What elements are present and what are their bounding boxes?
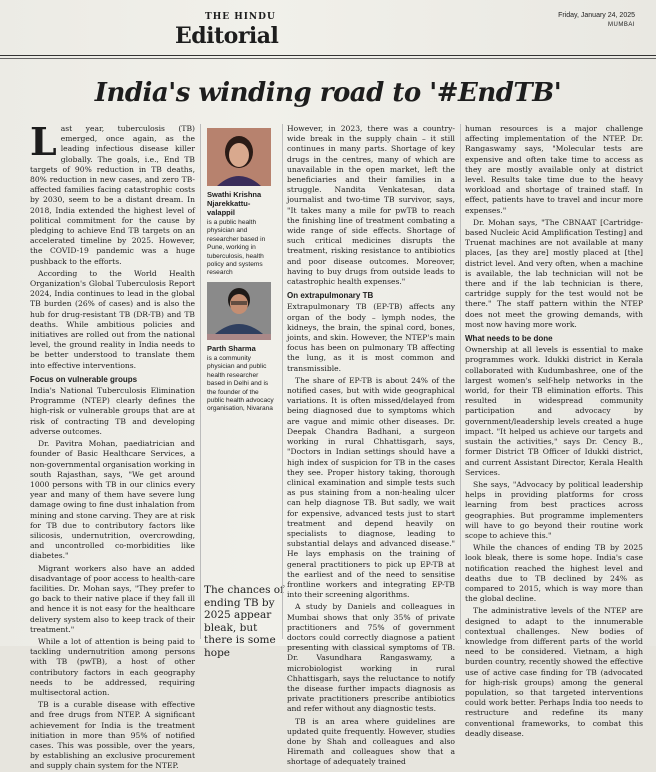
subheading: On extrapulmonary TB	[287, 291, 374, 301]
subheading: What needs to be done	[465, 334, 553, 344]
author-name: Swathi Krishna Njarekkattu-valappil	[207, 190, 262, 217]
author-photo	[207, 282, 271, 340]
author-portrait-icon	[207, 128, 271, 186]
author-portrait-icon	[207, 282, 271, 334]
paragraph: A study by Daniels and colleagues in Mumbai shows that only 35% of private practitioners and 75% of government doctors could correctly diagnose a patient presenting with classical symptoms of TB. Dr. Vasundhara Rangaswamy, a microbiologist working in rural Chhattisgarh, says the reluctance to notify the disease further impacts diagnosis as private practitioners prescribe antibiotics and refer without any diagnostic tests.	[287, 602, 455, 714]
author-photo	[207, 128, 271, 186]
paragraph: However, in 2023, there was a country-wide break in the supply chain – it still continues in many parts. Shortage of key drugs in the centres, many of which are unavailable in the open market, left the beneficiaries and their families in a struggle. Nandita Venkatesan, data journalist and two-time TB survivor, says, "It takes many a mile for pwTB to reach the finishing line of treatment combating a wide range of side effects. Shortage of such critical medicines disrupts the treatment, risking resistance to antibiotics and poor disease outcomes. Moreover, having to buy drugs from outside leads to catastrophic health expenses."	[287, 124, 455, 287]
article-column-2	[287, 124, 455, 767]
article-column-3	[465, 124, 643, 738]
paragraph: The administrative levels of the NTEP are designed to adapt to the innumerable contextual challenges. New bodies of knowledge from different parts of the world need to be considered. Vietnam, a high burden country, recently showed the effective use of active case finding for TB (advocated for high-risk groups) among the general population, so that targeted interventions could work better. Perhaps India too needs to restructure and redefine its many conventional frameworks, to combat this deadly disease.	[465, 606, 643, 738]
subheading: Focus on vulnerable groups	[30, 374, 138, 384]
paragraph: According to the World Health Organization's Global Tuberculosis Report 2024, India continues to lead in the global TB burden (26% of cases) and is also the hub for drug-resistant TB (DR-TB) and TB deaths. While ambitious policies and initiatives are rolled out from the national level, the ground reality in India needs to be better understood to translate them into effective interventions.	[30, 268, 195, 370]
column-divider	[460, 124, 461, 639]
author-bio: is a public health physician and researcher based in Pune, working in tuberculosis, health policy and systems research	[207, 219, 266, 277]
column-divider	[200, 124, 201, 639]
author-card-1	[207, 128, 277, 278]
paragraph: Last year, tuberculosis (TB) emerged, once again, as the leading infectious disease killer globally. The goals, i.e., End TB targets of 90% reduction in TB deaths, 80% reduction in new cases, and zero TB-affected families facing catastrophic costs by 2030, seem to be a distant dream. In 2018, India extended the highest level of political commitment for the cause by pledging to achieve End TB targets on an accelerated timeline by 2025. However, the COVID-19 pandemic was a huge pushback to the efforts.	[30, 119, 195, 266]
paragraph: Extrapulmonary TB (EP-TB) affects any organ of the body – lymph nodes, the kidneys, the brain, the spinal cord, bones, joints, and skin. However, the NTEP's main focus has been on pulmonary TB affecting the lung, as it is most common and transmissible.	[287, 302, 455, 373]
dateline: Friday, January 24, 2025	[558, 12, 635, 19]
article-headline: India's winding road to '#EndTB'	[94, 78, 562, 108]
column-divider	[282, 124, 283, 639]
paragraph: TB is a curable disease with effective and free drugs from NTEP. A significant achievement for India is the treatment initiation in more than 95% of notified cases. This was possible, over the years, by establishing an exclusive procurement and supply chain system for the NTEP.	[30, 700, 195, 771]
paragraph: Dr. Mohan says, "The CBNAAT [Cartridge-based Nucleic Acid Amplification Testing] and Truenat machines are not available at many places, [as they are] mostly placed at [the] district level. And very often, when a machine is available, the lab technician will not be there and if the lab technician is there, cartridge supply for the test would not be there." The staff pattern within the NTEP does not meet the growing demands, with most now having more work.	[465, 217, 643, 329]
pull-quote: The chances of ending TB by 2025 appear bleak, but there is some hope	[204, 584, 285, 659]
edition-city: MUMBAI	[608, 22, 635, 28]
paragraph: human resources is a major challenge affecting implementation of the NTEP. Dr. Rangaswamy says, "Molecular tests are expensive and often take time to access as they are mostly available only at district level. Results take time due to the heavy workload and shortage of trained staff. In effect, patients have to travel and incur more expenses."	[465, 124, 643, 215]
article-column-1	[30, 119, 196, 771]
paragraph: Migrant workers also have an added disadvantage of poor access to health-care facilities. Dr. Mohan says, "They prefer to go back to their native place if they fall ill and hence it is not easy for the healthcare delivery system also to keep track of their treatment."	[30, 563, 196, 634]
author-bio: is a community physician and public health researcher based in Delhi and is the founder of the public health advocacy organisation, Nivarana	[207, 355, 274, 413]
author-name: Parth Sharma	[207, 344, 256, 353]
paragraph: India's National Tuberculosis Elimination Programme (NTEP) clearly defines the high-risk or vulnerable groups that are at risk of contracting TB and developing adverse outcomes.	[30, 386, 195, 436]
paragraph: Ownership at all levels is essential to make programmes work. Idukki district in Kerala collaborated with Kudumbashree, one of the largest women's self-help networks in the world, for their TB elimination efforts. This resulted in widespread community participation and advocacy by government/leadership levels created a huge impact. "It helped us achieve our targets and sustain the activities," says Dr. Cency B., former District TB Officer of Idukki district, and current Assistant Director, Kerala Health Services.	[465, 345, 643, 477]
newspaper-brand: THE HINDU	[205, 12, 276, 22]
section-title: Editorial	[175, 23, 279, 49]
top-rule-thin	[0, 58, 656, 59]
author-card-2	[207, 282, 277, 414]
paragraph: While a lot of attention is being paid to tackling undernutrition among persons with TB (pwTB), a host of other contributory factors in each geography needs to be addressed, requiring multisectoral action.	[30, 636, 195, 697]
paragraph: Dr. Pavitra Mohan, paediatrician and founder of Basic Healthcare Services, a non-governmental organisation working in south Rajasthan, says, "We get around 1000 persons with TB in our clinics every year and many of them have severe lung damage owing to fine dust inhalation from mining and stone carving. They are at risk for TB due to contributory factors like silicosis, undernutrition, overcrowding, and uncontrolled co-morbidities like diabetes."	[30, 439, 195, 561]
paragraph: TB is an area where guidelines are updated quite frequently. However, studies done by Shah and colleagues and also Hiremath and colleagues show that a shortage of adequately trained	[287, 716, 455, 767]
top-rule	[0, 55, 656, 56]
drop-cap: L	[30, 119, 57, 164]
paragraph: While the chances of ending TB by 2025 look bleak, there is some hope. India's case notification reached the highest level and deaths due to TB declined by 24% as compared to 2015, which is way more than the global decline.	[465, 543, 643, 604]
paragraph: The share of EP-TB is about 24% of the notified cases, but with wide geographical variations. It is often missed/delayed from being diagnosed due to symptoms which are vague and mimic other diseases. Dr. Deepak Chandra Badhani, a surgeon working in rural Chhattisgarh, says, "Doctors in Indian settings should have a high index of suspicion for TB in the cases they see. Proper history taking, thorough clinical examination and simple tests such as pus staining from a non-healing ulcer can help diagnose TB. But sadly, we wait for expensive, advanced tests just to start treatment and depend heavily on specialists to diagnose, leading to substantial delays and advanced disease." He lays emphasis on the training of general practitioners to pick up EP-TB at the earliest and of the need to sensitise frontline workers and integrating EP-TB into their screening algorithms.	[287, 375, 455, 600]
paragraph: She says, "Advocacy by political leadership helps in providing platforms for cross learning from best practices across geographies. But programme implementers will have to go beyond their routine work scope to achieve this."	[465, 479, 643, 540]
